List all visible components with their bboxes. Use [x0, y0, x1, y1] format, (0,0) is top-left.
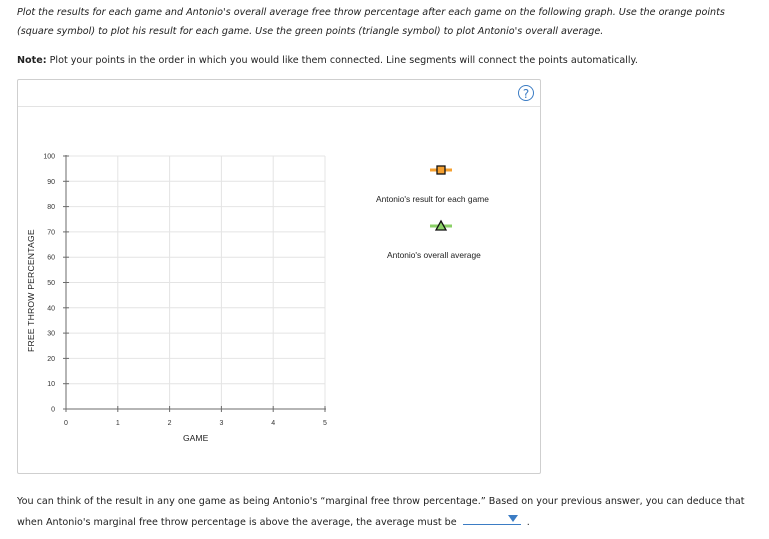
y-tick-label: 80 [47, 204, 55, 212]
graph-panel [17, 79, 541, 474]
instructions-text: Plot the results for each game and Antonio's overall average free throw percentage after each game on the following graph. Use the orange points (square symbol) to plot his result for each game. Use the green points (triangle symbol) to plot Antonio's overall average. [17, 7, 725, 37]
question-text [17, 492, 757, 533]
y-axis-label: FREE THROW PERCENTAGE [26, 229, 36, 352]
question-mark-icon[interactable]: ? [518, 85, 534, 101]
question-line-2 [17, 512, 757, 533]
x-axis-label: GAME [183, 433, 209, 443]
y-tick-label: 20 [47, 355, 55, 363]
y-tick-label: 70 [47, 229, 55, 237]
x-tick-label: 5 [323, 420, 327, 427]
sentence-period: . [526, 517, 530, 528]
y-tick-label: 100 [43, 153, 55, 161]
answer-dropdown[interactable] [463, 512, 521, 525]
note-body: Plot your points in the order in which you would like them connected. Line segments will connect the points automatically. [49, 55, 638, 66]
y-tick-label: 90 [47, 178, 55, 186]
x-tick-label: 0 [64, 420, 68, 427]
y-tick-label: 60 [47, 254, 55, 262]
y-tick-label: 50 [47, 280, 55, 287]
x-tick-label: 3 [219, 420, 224, 427]
note-label: Note: [17, 55, 47, 66]
question-line-1: You can think of the result in any one game as being Antonio's “marginal free throw percentage.” Based on your previous answer, you can deduce that [17, 496, 745, 507]
x-tick-label: 2 [167, 420, 172, 427]
x-tick-label: 1 [115, 420, 120, 427]
orange-square-tool[interactable] [430, 166, 452, 174]
note-text [17, 51, 757, 70]
y-tick-label: 40 [47, 305, 55, 313]
square-marker-icon [437, 166, 445, 174]
x-tick-label: 4 [271, 420, 276, 427]
y-tick-label: 0 [51, 406, 55, 414]
legend-label-result: Antonio's result for each game [376, 194, 489, 204]
y-tick-label: 30 [47, 330, 55, 338]
graph-canvas[interactable] [18, 80, 540, 473]
legend-label-average: Antonio's overall average [387, 250, 481, 260]
chevron-down-icon [508, 515, 518, 522]
y-tick-label: 10 [47, 381, 55, 389]
question-line-2-text: when Antonio's marginal free throw percentage is above the average, the average must be [17, 517, 457, 528]
green-triangle-tool[interactable] [430, 221, 452, 230]
